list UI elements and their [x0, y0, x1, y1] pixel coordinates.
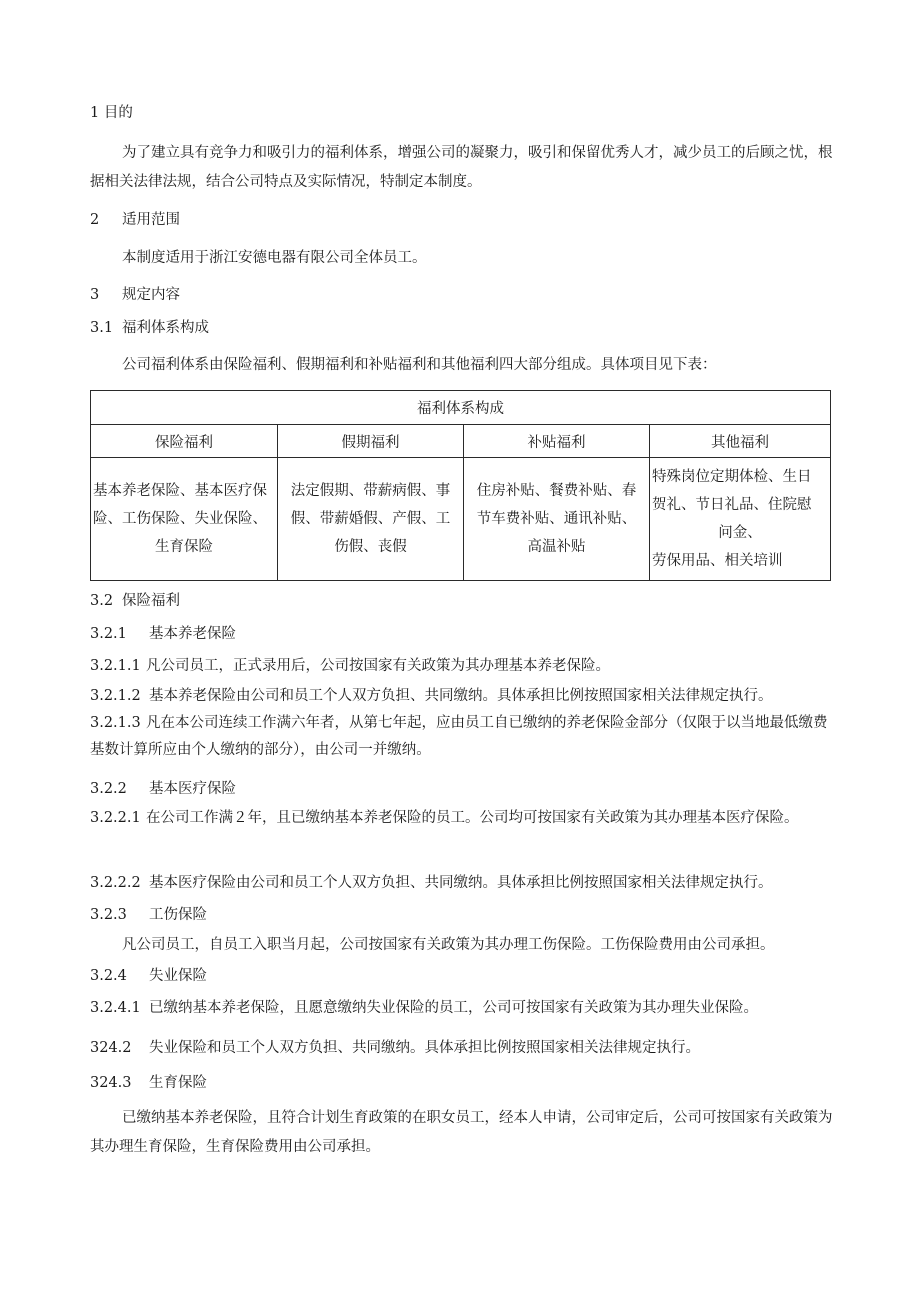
cell-line: 险、工伤保险、失业保险、	[93, 511, 267, 527]
section-3-2-4-3-heading	[90, 1073, 207, 1093]
section-title: 保险福利	[122, 593, 180, 609]
benefits-table	[90, 390, 831, 581]
cell-line: 假、带薪婚假、产假、工	[290, 511, 451, 527]
table-title: 福利体系构成	[91, 391, 831, 425]
section-3-2-1-3	[90, 710, 835, 764]
section-3-2-4-3-body: 已缴纳基本养老保险，且符合计划生育政策的在职女员工，经本人申请，公司审定后，公司可按国家有关政策为其办理生育保险，生育保险费用由公司承担。	[90, 1110, 833, 1155]
cell-line: 劳保用品、相关培训	[652, 553, 783, 569]
section-2-body: 本制度适用于浙江安德电器有限公司全体员工。	[122, 250, 427, 266]
section-title: 目的	[103, 105, 133, 121]
section-number: 3.2.2	[90, 781, 127, 797]
section-title: 规定内容	[122, 287, 180, 303]
table-cell-insurance	[91, 458, 278, 581]
table-cell-holiday	[278, 458, 464, 581]
section-3-2-3-heading	[90, 905, 207, 925]
section-text: 基本养老保险由公司和员工个人双方负担、共同缴纳。具体承担比例按照国家相关法律规定执行。	[149, 688, 773, 704]
cell-line: 伤假、丧假	[334, 539, 407, 555]
section-3-2-4-heading	[90, 966, 207, 986]
section-number: 3.2.4.1	[90, 1000, 141, 1016]
section-3-2-3-body: 凡公司员工，自员工入职当月起，公司按国家有关政策为其办理工伤保险。工伤保险费用由公司承担。	[122, 937, 775, 953]
section-number: 3.2.3	[90, 907, 127, 923]
section-number: 3.2.1.1	[90, 658, 141, 674]
section-1-body: 为了建立具有竞争力和吸引力的福利体系，增强公司的凝聚力，吸引和保留优秀人才，减少员工的后顾之忧，根据相关法律法规，结合公司特点及实际情况，特制定本制度。	[90, 145, 833, 190]
section-title: 福利体系构成	[122, 320, 209, 336]
section-3-heading	[90, 285, 180, 305]
section-number: 3.2.1.3	[90, 715, 141, 731]
section-number: 3	[90, 287, 100, 303]
section-number: 1	[90, 105, 100, 121]
cell-line: 节车费补贴、通讯补贴、	[476, 511, 637, 527]
table-cell-subsidy	[464, 458, 650, 581]
cell-line: 住房补贴、餐费补贴、春	[476, 483, 637, 499]
section-3-2-1-heading	[90, 624, 236, 644]
section-3-1-body: 公司福利体系由保险福利、假期福利和补贴福利和其他福利四大部分组成。具体项目见下表：	[122, 357, 717, 373]
section-text: 凡在本公司连续工作满六年者，从第七年起，应由员工自已缴纳的养老保险金部分（仅限于以当地最低缴费基数计算所应由个人缴纳的部分），由公司一并缴纳。	[90, 715, 828, 758]
section-number: 324.2	[90, 1040, 132, 1056]
section-number: 2	[90, 212, 100, 228]
section-number: 3.2.4	[90, 968, 127, 984]
section-title: 工伤保险	[149, 907, 207, 923]
table-header-subsidy: 补贴福利	[464, 425, 650, 458]
section-text: 已缴纳基本养老保险，且愿意缴纳失业保险的员工，公司可按国家有关政策为其办理失业保险。	[149, 1000, 758, 1016]
section-3-2-4-2	[90, 1038, 700, 1058]
cell-line: 基本养老保险、基本医疗保	[93, 483, 267, 499]
cell-line: 问金、	[718, 525, 762, 541]
section-title: 生育保险	[149, 1075, 207, 1091]
section-number: 3.2.2.1	[90, 810, 141, 826]
section-3-2-2-1	[90, 805, 835, 832]
section-title: 失业保险	[149, 968, 207, 984]
section-1-heading	[90, 103, 133, 123]
table-cell-other	[650, 458, 831, 581]
section-text: 凡公司员工，正式录用后，公司按国家有关政策为其办理基本养老保险。	[146, 658, 610, 674]
section-number: 3.1	[90, 320, 114, 336]
cell-line: 贺礼、节日礼品、住院慰	[652, 497, 812, 513]
table-header-holiday: 假期福利	[278, 425, 464, 458]
section-title: 基本医疗保险	[149, 781, 236, 797]
section-text: 基本医疗保险由公司和员工个人双方负担、共同缴纳。具体承担比例按照国家相关法律规定执行。	[149, 875, 773, 891]
section-3-2-1-2	[90, 686, 773, 706]
section-3-2-2-2	[90, 873, 773, 893]
table-header-insurance: 保险福利	[91, 425, 278, 458]
section-3-2-4-1	[90, 998, 758, 1018]
section-3-2-heading	[90, 591, 180, 611]
cell-line: 生育保险	[155, 539, 213, 555]
section-title: 基本养老保险	[149, 626, 236, 642]
section-number: 324.3	[90, 1075, 132, 1091]
section-3-1-heading	[90, 318, 209, 338]
section-3-2-1-1	[90, 656, 610, 676]
cell-line: 高温补贴	[527, 539, 586, 555]
section-number: 3.2.2.2	[90, 875, 141, 891]
section-2-heading	[90, 210, 180, 230]
section-number: 3.2.1	[90, 626, 127, 642]
cell-line: 法定假期、带薪病假、事	[290, 483, 451, 499]
section-3-2-2-heading	[90, 779, 236, 799]
table-header-other: 其他福利	[650, 425, 831, 458]
section-number: 3.2.1.2	[90, 688, 141, 704]
section-text: 失业保险和员工个人双方负担、共同缴纳。具体承担比例按照国家相关法律规定执行。	[149, 1040, 700, 1056]
section-text: 在公司工作满２年，且已缴纳基本养老保险的员工。公司均可按国家有关政策为其办理基本医疗保险。	[146, 810, 799, 826]
cell-line: 特殊岗位定期体检、生日	[652, 469, 812, 485]
section-number: 3.2	[90, 593, 114, 609]
section-title: 适用范围	[122, 212, 180, 228]
